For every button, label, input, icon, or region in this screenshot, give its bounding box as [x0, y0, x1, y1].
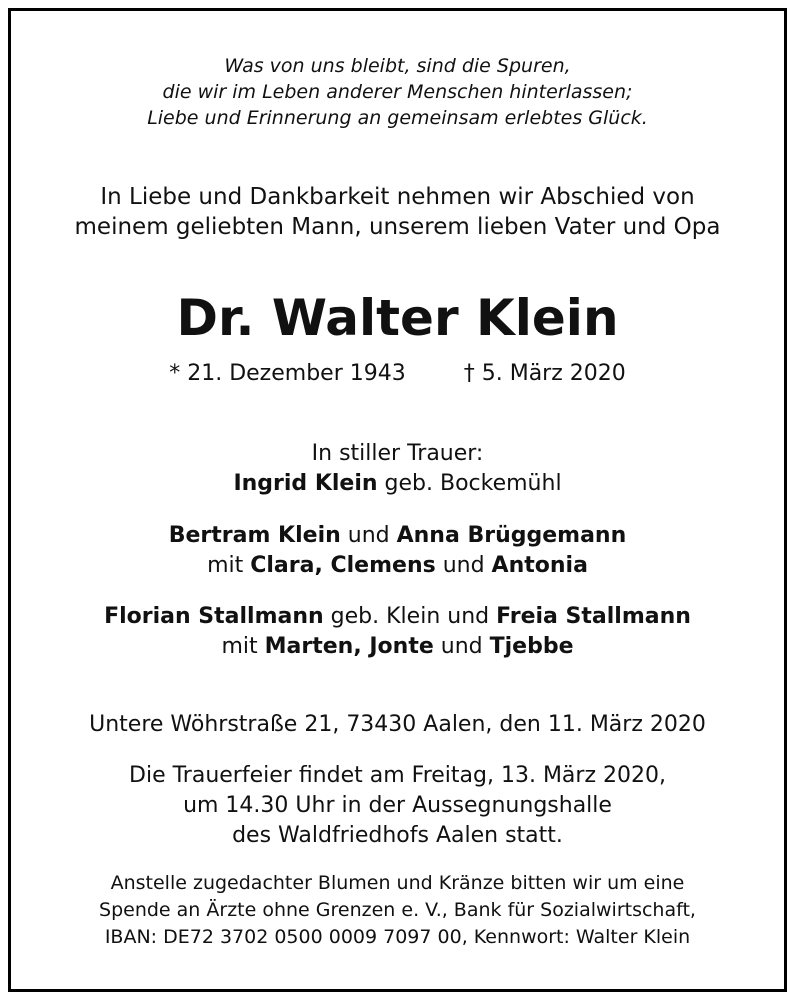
family-member: Tjebbe [489, 634, 574, 659]
family-member: Florian Stallmann [104, 604, 324, 629]
intro-line: In Liebe und Dankbarkeit nehmen wir Abschied von [100, 184, 695, 210]
family-member: Marten, Jonte [264, 634, 434, 659]
children-line: mit Clara, Clemens und Antonia [207, 553, 588, 578]
family-member: Bertram Klein [168, 523, 341, 548]
donation-line: IBAN: DE72 3702 0500 0009 7097 00, Kennwort: Walter Klein [104, 926, 691, 948]
spouse-maiden: geb. Bockemühl [377, 471, 562, 496]
family-member: Freia Stallmann [496, 604, 691, 629]
children-line: mit Marten, Jonte und Tjebbe [221, 634, 574, 659]
spouse-name: Ingrid Klein [233, 471, 378, 496]
quote-line: Liebe und Erinnerung an gemeinsam erlebtes Glück. [147, 107, 648, 129]
funeral-line: Die Trauerfeier findet am Freitag, 13. März 2020, [129, 763, 666, 788]
deceased-name: Dr. Walter Klein [176, 289, 619, 347]
spouse-line [11, 471, 784, 496]
family-line: Bertram Klein und Anna Brüggemann [168, 523, 627, 548]
life-dates [11, 361, 784, 386]
funeral-line: um 14.30 Uhr in der Aussegnungshalle [183, 793, 612, 818]
family-line: Florian Stallmann geb. Klein und Freia Stallmann [104, 604, 691, 629]
intro-line: meinem geliebten Mann, unserem lieben Vater und Opa [74, 214, 721, 240]
quote-line: Was von uns bleibt, sind die Spuren, [224, 55, 571, 77]
funeral-line: des Waldfriedhofs Aalen statt. [232, 823, 563, 848]
mourning-heading: In stiller Trauer: [311, 441, 484, 466]
donation-line: Anstelle zugedachter Blumen und Kränze bitten wir um eine [110, 872, 685, 894]
donation-line: Spende an Ärzte ohne Grenzen e. V., Bank für Sozialwirtschaft, [99, 899, 696, 921]
family-member: Antonia [491, 553, 588, 578]
death-date: † 5. März 2020 [463, 361, 626, 386]
address-line: Untere Wöhrstraße 21, 73430 Aalen, den 11. März 2020 [89, 712, 706, 737]
birth-date: * 21. Dezember 1943 [169, 361, 406, 386]
quote-line: die wir im Leben anderer Menschen hinterlassen; [162, 81, 633, 103]
family-member: Anna Brüggemann [396, 523, 627, 548]
family-member: Clara, Clemens [250, 553, 436, 578]
obituary-notice [8, 8, 787, 992]
